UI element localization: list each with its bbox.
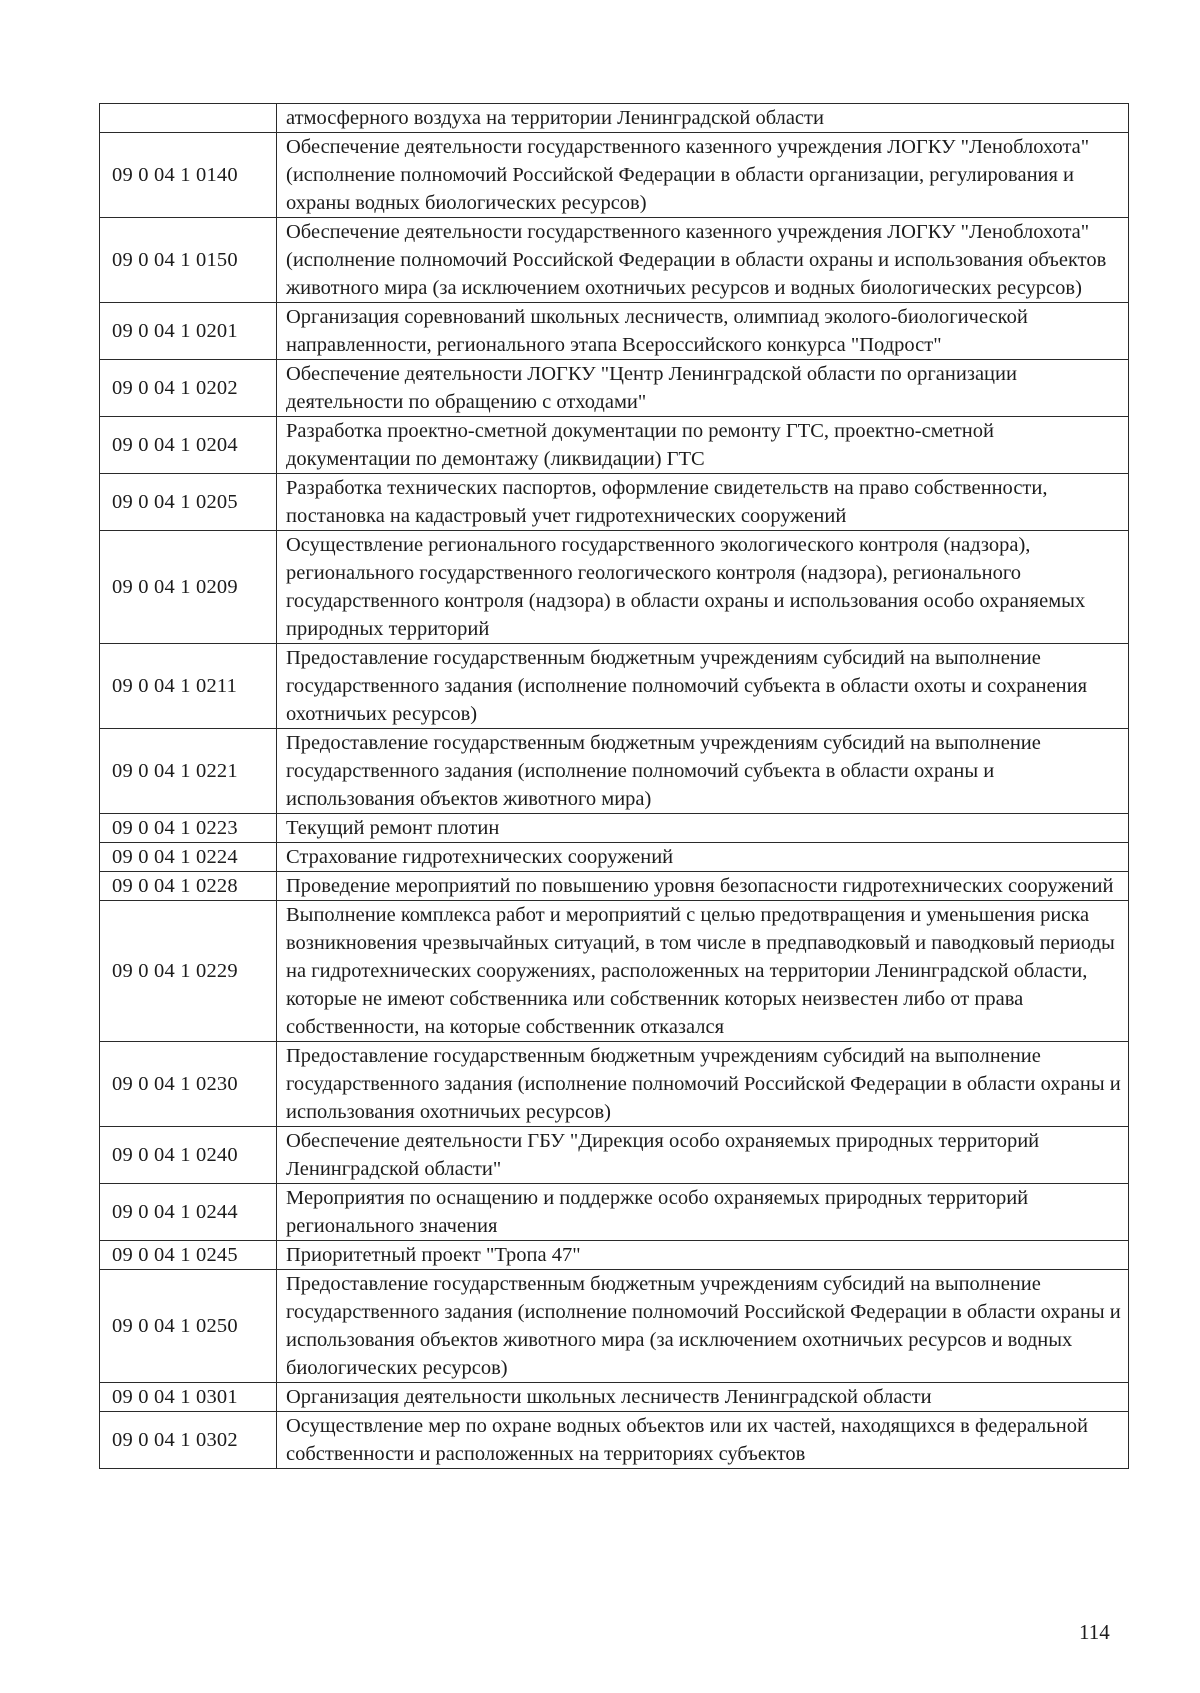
row-description: Предоставление государственным бюджетным учреждениям субсидий на выполнение государственного задания (исполнение полномочий Российской Федерации в области охраны и использования объектов животного мира (за исключением охотничьих ресурсов и водных биологических ресурсов) <box>277 1270 1129 1383</box>
row-description: Предоставление государственным бюджетным учреждениям субсидий на выполнение государственного задания (исполнение полномочий субъекта в области охоты и сохранения охотничьих ресурсов) <box>277 644 1129 729</box>
table-row <box>100 901 1129 1042</box>
row-code: 09 0 04 1 0244 <box>100 1184 277 1241</box>
row-description: Организация деятельности школьных лесничеств Ленинградской области <box>277 1383 1129 1412</box>
table-row <box>100 843 1129 872</box>
table-row <box>100 729 1129 814</box>
row-description: Обеспечение деятельности ГБУ "Дирекция особо охраняемых природных территорий Ленинградской области" <box>277 1127 1129 1184</box>
row-code: 09 0 04 1 0245 <box>100 1241 277 1270</box>
table-row <box>100 814 1129 843</box>
table-row <box>100 218 1129 303</box>
table-row <box>100 1042 1129 1127</box>
row-code: 09 0 04 1 0201 <box>100 303 277 360</box>
table-row <box>100 1127 1129 1184</box>
row-description: Мероприятия по оснащению и поддержке особо охраняемых природных территорий регионального значения <box>277 1184 1129 1241</box>
table-row <box>100 1241 1129 1270</box>
table-row <box>100 1412 1129 1469</box>
table-row <box>100 531 1129 644</box>
table-row <box>100 1383 1129 1412</box>
row-description: Организация соревнований школьных лесничеств, олимпиад эколого-биологической направленности, регионального этапа Всероссийского конкурса "Подрост" <box>277 303 1129 360</box>
row-code: 09 0 04 1 0224 <box>100 843 277 872</box>
row-code: 09 0 04 1 0211 <box>100 644 277 729</box>
table-row <box>100 474 1129 531</box>
row-description: Предоставление государственным бюджетным учреждениям субсидий на выполнение государственного задания (исполнение полномочий субъекта в области охраны и использования объектов животного мира) <box>277 729 1129 814</box>
table-row <box>100 644 1129 729</box>
row-code: 09 0 04 1 0221 <box>100 729 277 814</box>
row-description: Обеспечение деятельности государственного казенного учреждения ЛОГКУ "Леноблохота" (исполнение полномочий Российской Федерации в области охраны и использования объектов животного мира (за исключением охотничьих ресурсов и водных биологических ресурсов) <box>277 218 1129 303</box>
row-description: Осуществление мер по охране водных объектов или их частей, находящихся в федеральной собственности и расположенных на территориях субъектов <box>277 1412 1129 1469</box>
row-description: атмосферного воздуха на территории Ленинградской области <box>277 104 1129 133</box>
table-row <box>100 1184 1129 1241</box>
table-row <box>100 872 1129 901</box>
row-description: Приоритетный проект "Тропа 47" <box>277 1241 1129 1270</box>
row-description: Предоставление государственным бюджетным учреждениям субсидий на выполнение государственного задания (исполнение полномочий Российской Федерации в области охраны и использования охотничьих ресурсов) <box>277 1042 1129 1127</box>
row-description: Обеспечение деятельности государственного казенного учреждения ЛОГКУ "Леноблохота" (исполнение полномочий Российской Федерации в области организации, регулирования и охраны водных биологических ресурсов) <box>277 133 1129 218</box>
row-code: 09 0 04 1 0302 <box>100 1412 277 1469</box>
row-description: Выполнение комплекса работ и мероприятий с целью предотвращения и уменьшения риска возникновения чрезвычайных ситуаций, в том числе в предпаводковый и паводковый периоды на гидротехнических сооружениях, расположенных на территории Ленинградской области, которые не имеют собственника или собственник которых неизвестен либо от права собственности, на которые собственник отказался <box>277 901 1129 1042</box>
row-code: 09 0 04 1 0250 <box>100 1270 277 1383</box>
row-description: Текущий ремонт плотин <box>277 814 1129 843</box>
row-code: 09 0 04 1 0229 <box>100 901 277 1042</box>
table-row <box>100 104 1129 133</box>
row-description: Страхование гидротехнических сооружений <box>277 843 1129 872</box>
budget-code-table <box>99 103 1129 1469</box>
table-row <box>100 303 1129 360</box>
row-code <box>100 104 277 133</box>
row-code: 09 0 04 1 0240 <box>100 1127 277 1184</box>
row-code: 09 0 04 1 0223 <box>100 814 277 843</box>
row-code: 09 0 04 1 0301 <box>100 1383 277 1412</box>
row-code: 09 0 04 1 0230 <box>100 1042 277 1127</box>
row-description: Осуществление регионального государственного экологического контроля (надзора), регионального государственного геологического контроля (надзора), регионального государственного контроля (надзора) в области охраны и использования особо охраняемых природных территорий <box>277 531 1129 644</box>
row-code: 09 0 04 1 0209 <box>100 531 277 644</box>
row-description: Обеспечение деятельности ЛОГКУ "Центр Ленинградской области по организации деятельности по обращению с отходами" <box>277 360 1129 417</box>
table-row <box>100 417 1129 474</box>
row-description: Разработка технических паспортов, оформление свидетельств на право собственности, постановка на кадастровый учет гидротехнических сооружений <box>277 474 1129 531</box>
row-description: Проведение мероприятий по повышению уровня безопасности гидротехнических сооружений <box>277 872 1129 901</box>
row-code: 09 0 04 1 0204 <box>100 417 277 474</box>
row-code: 09 0 04 1 0202 <box>100 360 277 417</box>
table-row <box>100 1270 1129 1383</box>
row-code: 09 0 04 1 0205 <box>100 474 277 531</box>
table-row <box>100 360 1129 417</box>
row-code: 09 0 04 1 0150 <box>100 218 277 303</box>
row-description: Разработка проектно-сметной документации по ремонту ГТС, проектно-сметной документации по демонтажу (ликвидации) ГТС <box>277 417 1129 474</box>
table-row <box>100 133 1129 218</box>
page-number: 114 <box>1079 1620 1110 1644</box>
row-code: 09 0 04 1 0140 <box>100 133 277 218</box>
row-code: 09 0 04 1 0228 <box>100 872 277 901</box>
